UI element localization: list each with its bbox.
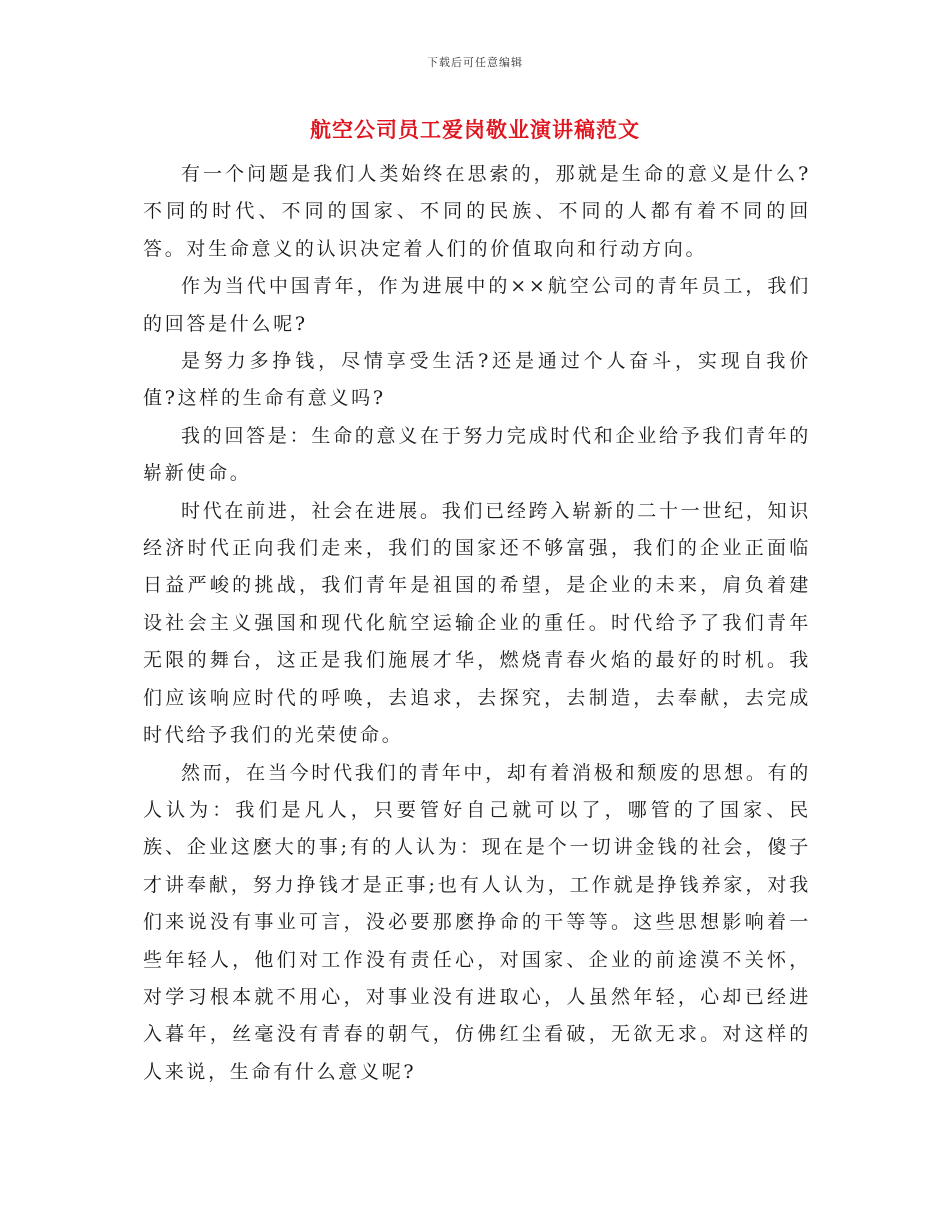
paragraph-1: 有一个问题是我们人类始终在思索的，那就是生命的意义是什么?不同的时代、不同的国家、不同的民族、不同的人都有着不同的回答。对生命意义的认识决定着人们的价值取向和行动方向。: [143, 163, 811, 260]
paragraph-5: 时代在前进，社会在进展。我们已经跨入崭新的二十一世纪，知识经济时代正向我们走来，我们的国家还不够富强，我们的企业正面临日益严峻的挑战，我们青年是祖国的希望，是企业的未来，肩负着建设社会主义强国和现代化航空运输企业的重任。时代给予了我们青年无限的舞台，这正是我们施展才华，燃烧青春火焰的最好的时机。我们应该响应时代的呼唤，去追求，去探究，去制造，去奉献，去完成时代给予我们的光荣使命。: [143, 499, 811, 747]
paragraph-3: 是努力多挣钱，尽情享受生活?还是通过个人奋斗，实现自我价值?这样的生命有意义吗?: [143, 350, 811, 410]
paragraph-4: 我的回答是：生命的意义在于努力完成时代和企业给予我们青年的崭新使命。: [143, 424, 811, 485]
document-title: 航空公司员工爱岗敬业演讲稿范文: [310, 117, 640, 142]
document-body: [143, 156, 811, 1091]
paragraph-6: 然而，在当今时代我们的青年中，却有着消极和颓废的思想。有的人认为：我们是凡人，只要管好自己就可以了，哪管的了国家、民族、企业这麽大的事;有的人认为：现在是个一切讲金钱的社会，傻子才讲奉献，努力挣钱才是正事;也有人认为，工作就是挣钱养家，对我们来说没有事业可言，没必要那麽挣命的干等等。这些思想影响着一些年轻人，他们对工作没有责任心，对国家、企业的前途漠不关怀，对学习根本就不用心，对事业没有进取心，人虽然年轻，心却已经进入暮年，丝毫没有青春的朝气，仿佛红尘看破，无欲无求。对这样的人来说，生命有什么意义呢?: [143, 761, 811, 1083]
page-header-note: 下载后可任意编辑: [427, 56, 523, 69]
paragraph-2: 作为当代中国青年，作为进展中的××航空公司的青年员工，我们的回答是什么呢?: [143, 275, 811, 335]
